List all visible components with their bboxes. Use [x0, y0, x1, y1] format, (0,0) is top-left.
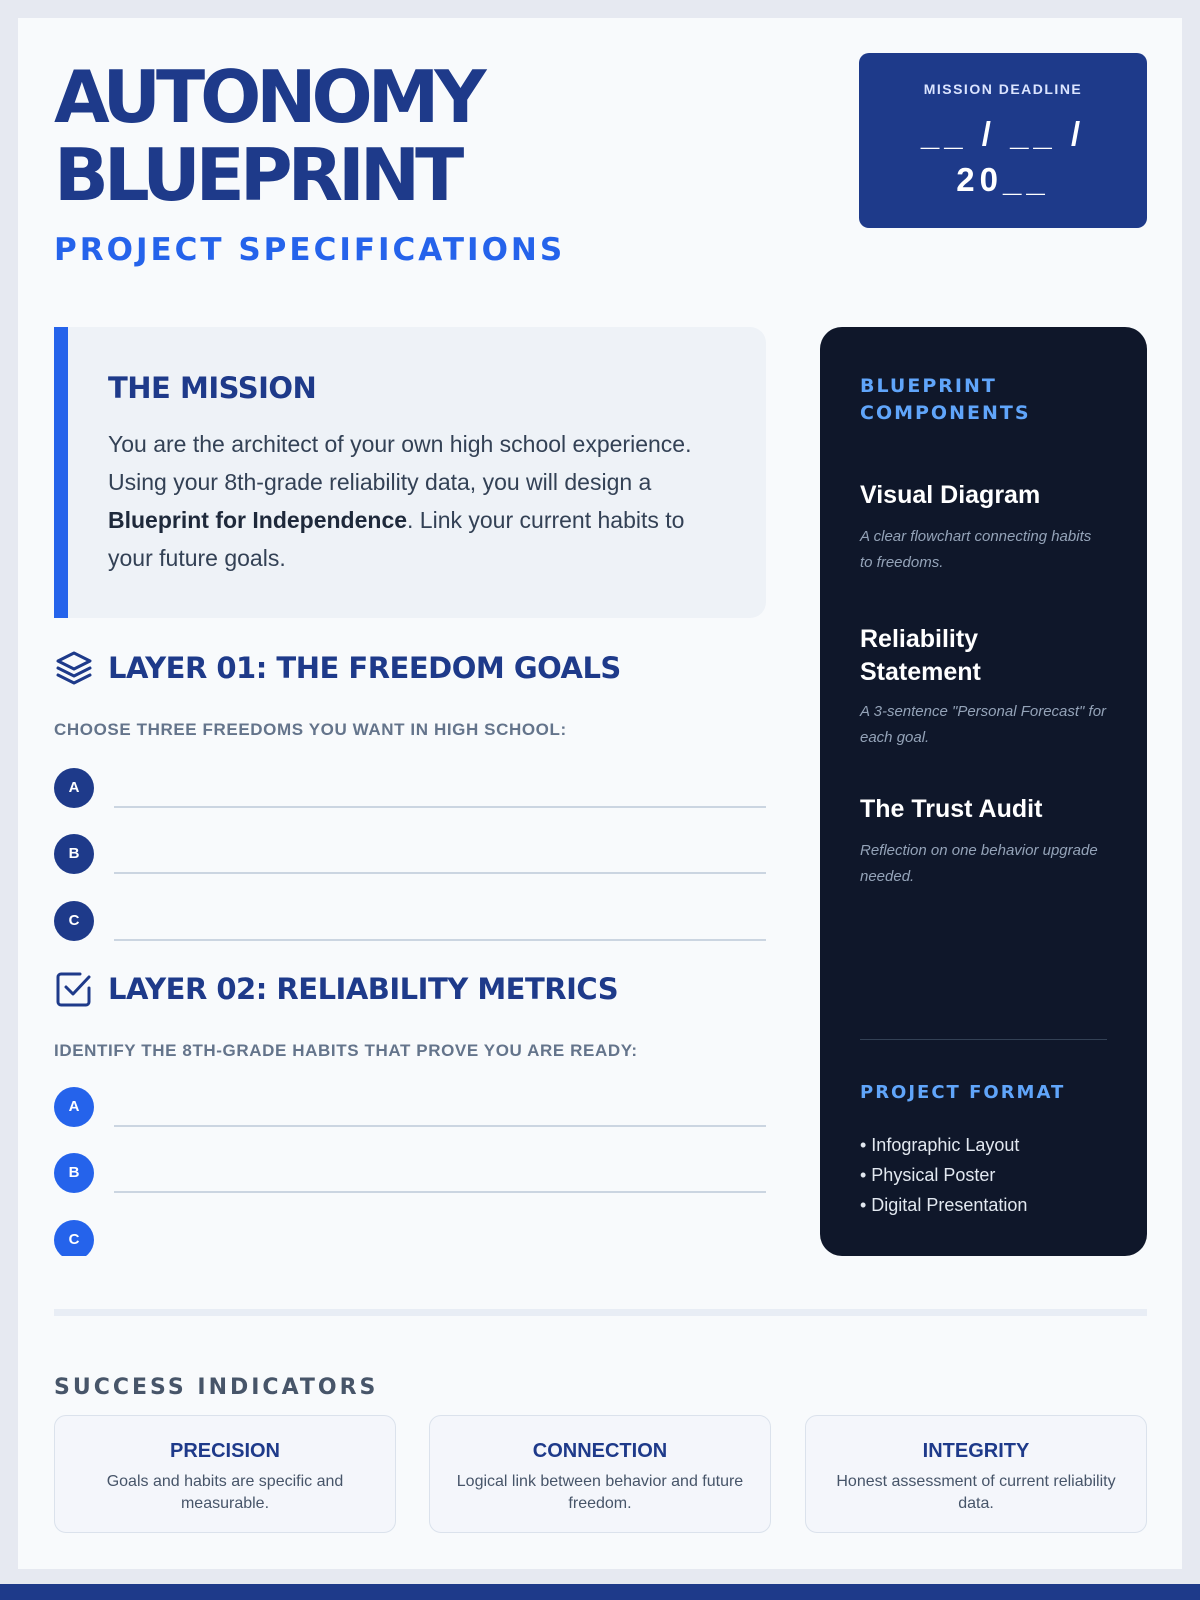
deadline-label: MISSION DEADLINE [923, 81, 1083, 97]
component-description: A clear flowchart connecting habits to freedoms. [860, 528, 1092, 571]
letter-badge: B [54, 1153, 94, 1193]
component-name: Visual Diagram [860, 481, 1041, 509]
page-title [54, 55, 482, 217]
component-name: Reliability Statement [860, 625, 981, 686]
sidebar-divider [860, 1039, 1107, 1040]
mission-title: THE MISSION [108, 371, 317, 405]
title-line-1: AUTONOMY [54, 55, 482, 139]
component-name: The Trust Audit [860, 795, 1043, 823]
layers-icon [54, 648, 94, 688]
layer-01-instruction: CHOOSE THREE FREEDOMS YOU WANT IN HIGH SCHOOL: [54, 720, 567, 739]
mission-text-part-1: You are the architect of your own high school experience. Using your 8th-grade reliability data, you will design a [108, 431, 692, 495]
indicator-card-precision [54, 1415, 396, 1533]
success-indicators-title: SUCCESS INDICATORS [54, 1375, 379, 1400]
footer-band [0, 1584, 1200, 1600]
reliability-habit-row [54, 1153, 766, 1195]
indicator-description: Goals and habits are specific and measurable. [106, 1473, 344, 1512]
letter-badge: A [54, 768, 94, 808]
indicator-title: PRECISION [169, 1440, 281, 1462]
mission-text-part-2: . Link your current habits to your future goals. [108, 507, 685, 571]
format-item: • Physical Poster [860, 1165, 996, 1185]
habit-a-input[interactable] [114, 1125, 766, 1127]
indicator-card-integrity [805, 1415, 1147, 1533]
indicator-card-connection [429, 1415, 771, 1533]
freedom-goal-a-input[interactable] [114, 806, 766, 808]
deadline-date-field[interactable]: __ / __ / 20__ [920, 115, 1086, 198]
page-subtitle: PROJECT SPECIFICATIONS [54, 232, 566, 268]
freedom-goal-b-input[interactable] [114, 872, 766, 874]
letter-badge: A [54, 1087, 94, 1127]
freedom-goal-c-input[interactable] [114, 939, 766, 941]
component-reliability-statement [860, 623, 1010, 689]
mission-panel [54, 327, 766, 618]
format-item: • Digital Presentation [860, 1195, 1028, 1215]
freedom-goal-row [54, 834, 766, 876]
sidebar-title: BLUEPRINT COMPONENTS [860, 375, 1031, 424]
letter-badge: B [54, 834, 94, 874]
reliability-habit-row [54, 1087, 766, 1129]
letter-badge: C [54, 1220, 94, 1256]
component-description: Reflection on one behavior upgrade needed. [860, 842, 1098, 885]
format-item: • Infographic Layout [860, 1135, 1020, 1155]
project-format-title: PROJECT FORMAT [860, 1082, 1066, 1103]
freedom-goal-row [54, 768, 766, 810]
indicator-description: Logical link between behavior and future freedom. [456, 1473, 744, 1512]
worksheet-page [18, 18, 1182, 1569]
layer-01-title: LAYER 01: THE FREEDOM GOALS [108, 651, 621, 685]
freedom-goal-row [54, 901, 766, 943]
layer-02-title: LAYER 02: RELIABILITY METRICS [108, 972, 619, 1006]
component-description: A 3-sentence "Personal Forecast" for each goal. [860, 703, 1107, 746]
project-format-list [860, 1130, 1027, 1220]
indicator-title: INTEGRITY [922, 1440, 1030, 1462]
title-line-2: BLUEPRINT [54, 133, 460, 217]
mission-text [108, 425, 726, 577]
blueprint-components-sidebar [820, 327, 1147, 1256]
indicator-title: CONNECTION [532, 1440, 668, 1462]
layer-01-header [54, 648, 621, 688]
indicator-description: Honest assessment of current reliability data. [836, 1473, 1116, 1512]
habit-b-input[interactable] [114, 1191, 766, 1193]
reliability-habit-row [54, 1220, 766, 1256]
section-divider [54, 1309, 1147, 1316]
layer-02-instruction: IDENTIFY THE 8TH-GRADE HABITS THAT PROVE YOU ARE READY: [54, 1041, 638, 1060]
component-visual-diagram [860, 479, 1107, 576]
letter-badge: C [54, 901, 94, 941]
checkbox-icon [54, 969, 94, 1009]
layer-02-header [54, 969, 618, 1009]
mission-text-bold: Blueprint for Independence [108, 507, 408, 533]
component-trust-audit [860, 793, 1107, 890]
mission-deadline-box [859, 53, 1147, 228]
